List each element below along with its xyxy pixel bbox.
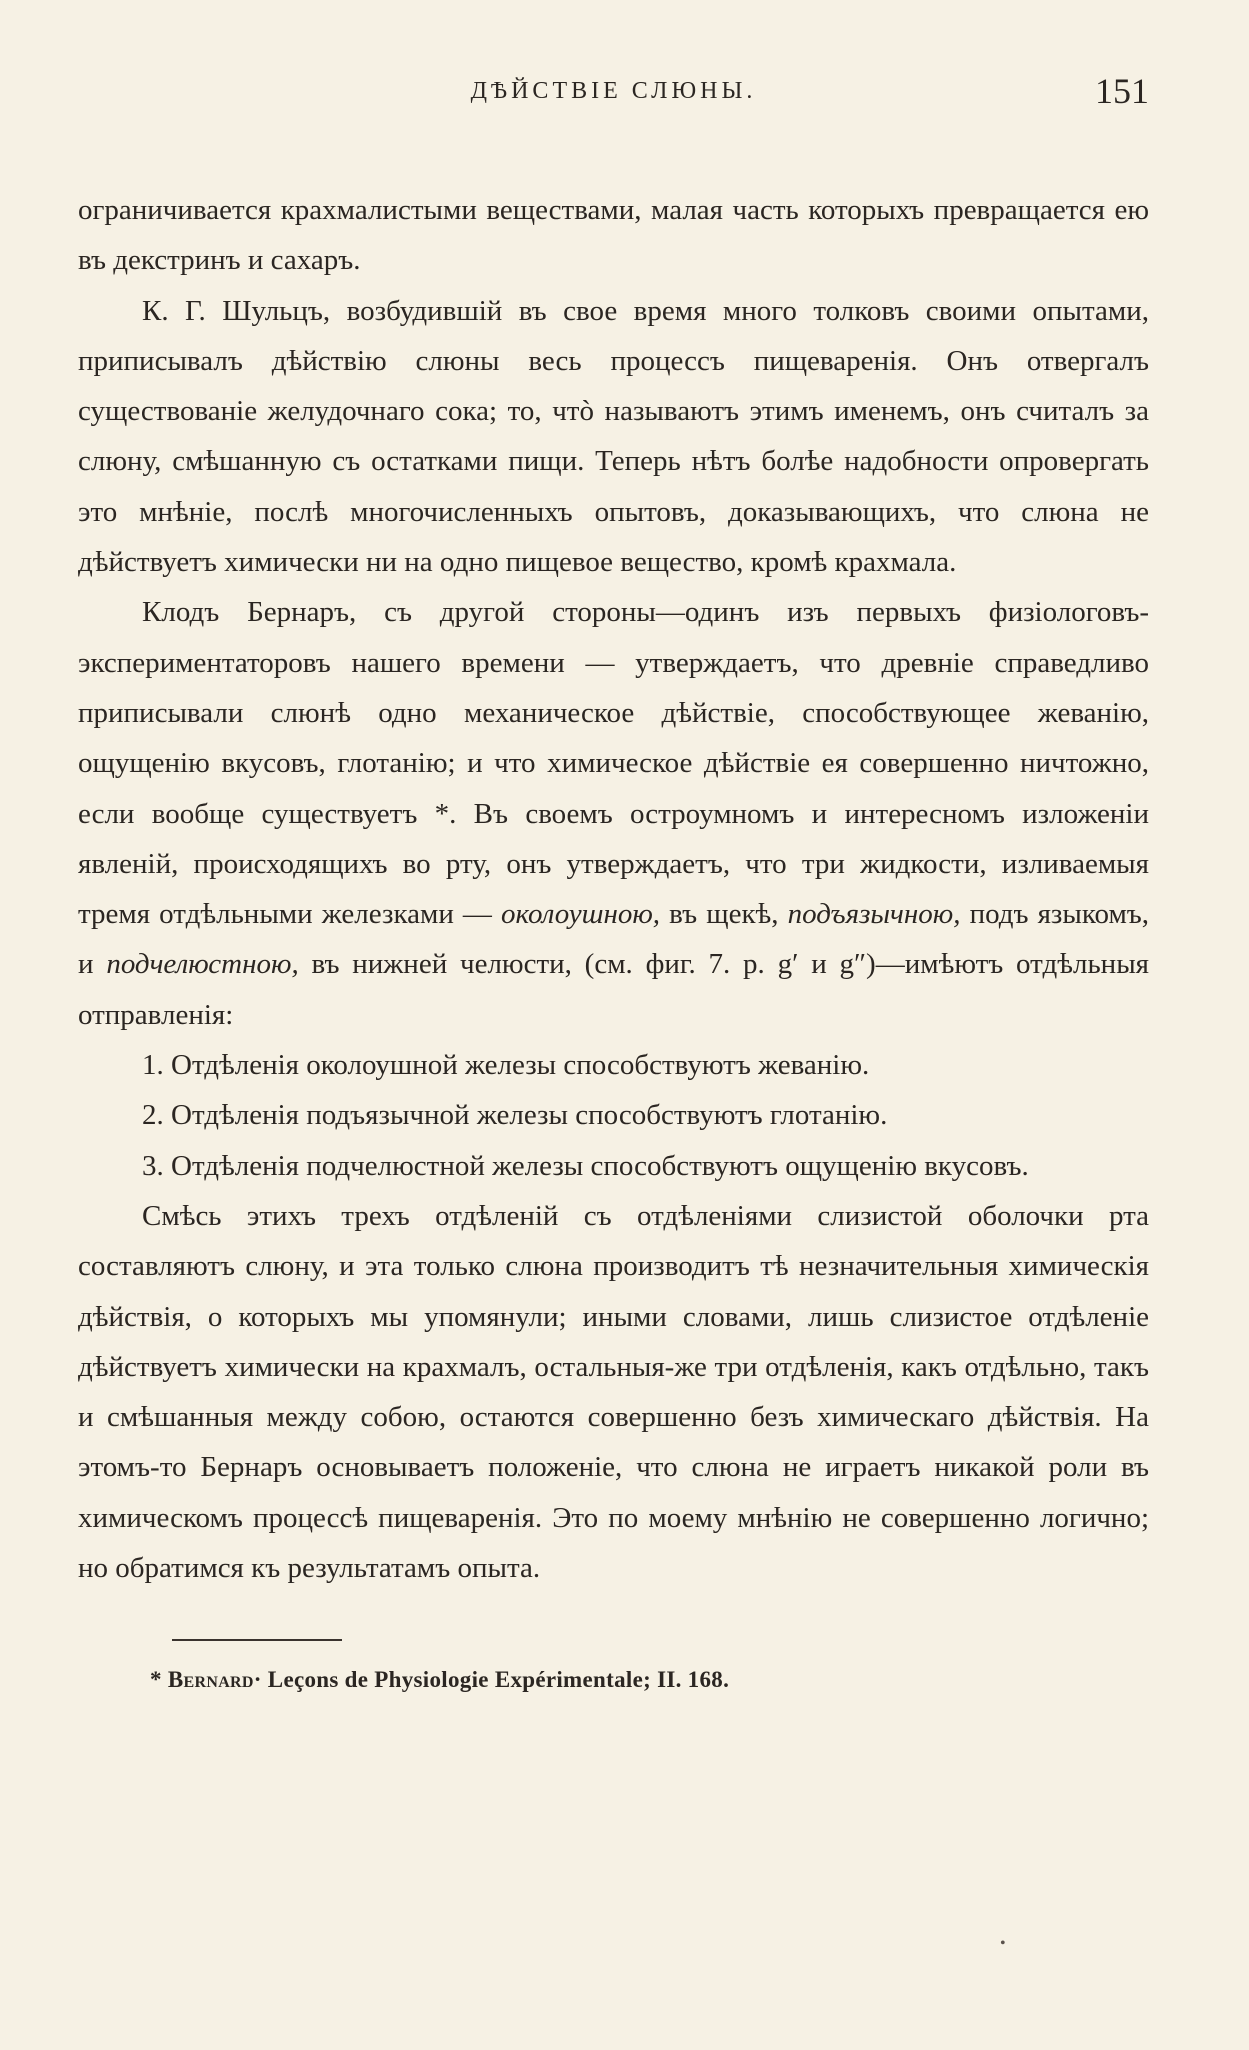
footnote-rule — [172, 1639, 342, 1641]
running-title: ДѢЙСТВІЕ СЛЮНЫ. — [470, 78, 757, 104]
paragraph-bernard-part1: Клодъ Бернаръ, съ другой стороны—одинъ изъ первыхъ физіологовъ-экспериментаторовъ нашего времени — утверждаетъ, что древніе справедливо приписывали слюнѣ одно механическое дѣйствіе, способствующее жеванію, ощущенію вкусовъ, глотанію; и что химическое дѣйствіе ея совершенно ничтожно, если вообще существуетъ *. Въ своемъ остроумномъ и интересномъ изложеніи явленій, происходящихъ во рту, онъ утверждаетъ, что три жидкости, изливаемыя тремя отдѣльными железками — — [78, 596, 1149, 931]
footnote-author: Bernard· — [167, 1667, 262, 1693]
term-parotid: околоушною, — [501, 898, 661, 931]
list-item-3: 3. Отдѣленія подчелюстной железы способствуютъ ощущенію вкусовъ. — [142, 1149, 1029, 1182]
page-number: 151 — [1095, 71, 1149, 111]
list-item-2: 2. Отдѣленія подъязычной железы способствуютъ глотанію. — [142, 1099, 888, 1132]
stray-mark: • — [1000, 1935, 1006, 1952]
paragraph-bernard — [78, 587, 1149, 1040]
term-sublingual: подъязычною, — [787, 898, 961, 931]
paragraph-bernard-part4: въ нижней челюсти, (см. фиг. 7. р. g′ и g″)—имѣютъ отдѣльныя отправленія: — [78, 948, 1150, 1031]
paragraph-bernard-part3: подъ языкомъ, и — [78, 898, 1150, 981]
running-head — [78, 70, 1149, 130]
paragraph-bernard-part2: въ щекѣ, — [669, 898, 779, 931]
term-submandibular: подчелюстною, — [106, 948, 299, 981]
footnote-marker: * — [150, 1667, 162, 1693]
paragraph-schultz: К. Г. Шульцъ, возбудившій въ свое время много толковъ своими опытами, приписывалъ дѣйствію слюны весь процессъ пищеваренія. Онъ отвергалъ существованіе желудочнаго сока; то, чтò называютъ этимъ именемъ, онъ считалъ за слюну, смѣшанную съ остатками пищи. Теперь нѣтъ болѣе надобности опровергать это мнѣніе, послѣ многочисленныхъ опытовъ, доказывающихъ, что слюна не дѣйствуетъ химически ни на одно пищевое вещество, кромѣ крахмала. — [78, 294, 1149, 579]
paragraph-mixture: Смѣсь этихъ трехъ отдѣленій съ отдѣленіями слизистой оболочки рта составляютъ слюну, и эта только слюна производитъ тѣ незначительныя химическія дѣйствія, о которыхъ мы упомянули; иными словами, лишь слизистое отдѣленіе дѣйствуетъ химически на крахмалъ, остальныя-же три отдѣленія, какъ отдѣльно, такъ и смѣшанныя между собою, остаются совершенно безъ химическаго дѣйствія. На этомъ-то Бернаръ основываетъ положеніе, что слюна не играетъ никакой роли въ химическомъ процессѣ пищеваренія. Это по моему мнѣнію не совершенно логично; но обратимся къ результатамъ опыта. — [78, 1199, 1149, 1585]
footnote-citation: Leçons de Physiologie Expérimentale; II. 168. — [267, 1667, 730, 1693]
paragraph-continuation: ограничивается крахмалистыми веществами, малая часть которыхъ превращается ею въ декстринъ и сахаръ. — [78, 194, 1149, 277]
list-item-1: 1. Отдѣленія околоушной железы способствуютъ жеванію. — [142, 1049, 870, 1082]
body-text — [78, 185, 1149, 1593]
footnote — [150, 1667, 1149, 1693]
